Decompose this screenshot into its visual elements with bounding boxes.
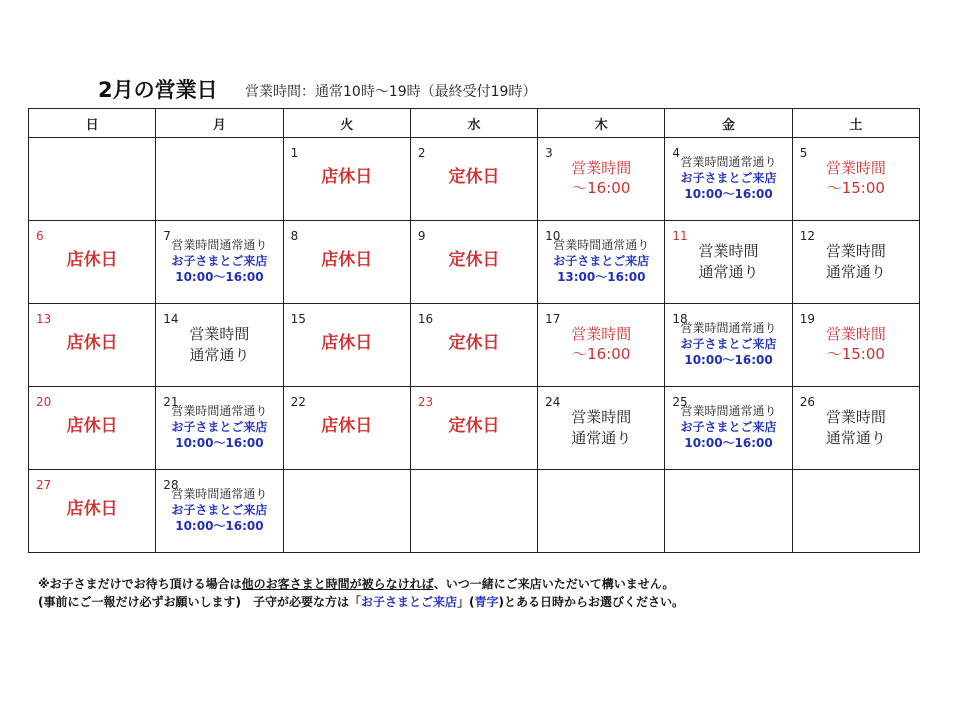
hours-label: 営業時間 [825,408,886,426]
calendar-day-cell [538,221,665,304]
day-content [156,324,282,382]
kids-visit-label: お子さまとご来店 [680,171,777,185]
day-content [538,238,664,299]
day-number: 17 [545,312,561,326]
day-number: 25 [672,395,688,409]
calendar-day-cell [410,221,537,304]
weekday-friday: 金 [665,109,792,138]
day-number: 22 [290,395,306,409]
day-content [793,324,919,382]
calendar-day-cell [156,470,283,553]
calendar-day-cell [283,470,410,553]
calendar-week-row [29,470,920,553]
calendar-week-row [29,221,920,304]
day-number: 23 [417,395,434,409]
calendar-day-cell [156,304,283,387]
hours-value: 〜16:00 [572,179,631,197]
hours-label: 営業時間 [698,242,759,260]
day-content [284,490,410,548]
calendar-day-cell [410,387,537,470]
calendar-day-cell [665,304,792,387]
day-number: 24 [545,395,561,409]
day-content [538,324,664,382]
hours-label: 営業時間 [571,408,632,426]
note-line-1-underlined: 他のお客さまと時間が被らなければ [241,577,434,591]
hours-normal: 通常通り [189,346,250,364]
calendar-day-cell [29,138,156,221]
kids-visit-label: お子さまとご来店 [553,254,650,268]
note-line-2-blue-text: 青字 [474,595,499,609]
calendar-table [28,108,920,553]
day-content [538,158,664,216]
closed-day-label: 定休日 [448,416,500,436]
day-number: 8 [290,229,299,243]
calendar-week-row [29,138,920,221]
hours-normal-note: 営業時間通常通り [680,321,777,335]
day-number: 5 [799,146,808,160]
calendar-week-row [29,304,920,387]
day-content [29,241,155,299]
day-content [284,158,410,216]
calendar-day-cell [665,470,792,553]
calendar-day-cell [156,138,283,221]
day-content [411,490,537,548]
day-content [284,407,410,465]
day-number: 4 [672,146,681,160]
hours-value: 〜15:00 [826,179,885,197]
closed-day-label: 店休日 [321,416,373,436]
kids-visit-hours: 10:00〜16:00 [684,353,773,367]
calendar-day-cell [665,221,792,304]
calendar-day-cell [283,387,410,470]
day-number: 10 [545,229,561,243]
hours-normal-note: 営業時間通常通り [680,155,777,169]
day-number: 15 [290,312,306,326]
day-number: 19 [799,312,815,326]
day-number: 11 [672,229,688,243]
day-number: 14 [163,312,179,326]
hours-label: 営業時間 [189,325,250,343]
hours-normal-note: 営業時間通常通り [171,487,268,501]
day-number: 9 [417,229,426,243]
day-content [665,155,791,216]
note-line-1 [38,575,674,592]
calendar-day-cell [538,470,665,553]
hours-normal: 通常通り [825,429,886,447]
day-content [538,490,664,548]
note-line-2-a: (事前にご一報だけ必ずお願いします) 子守が必要な方は「 [38,595,361,609]
weekday-monday: 月 [156,109,283,138]
note-line-1-a: ※お子さまだけでお待ち頂ける場合は [38,577,242,591]
calendar-day-cell [283,221,410,304]
day-number: 20 [36,395,52,409]
calendar-day-cell [665,138,792,221]
weekday-tuesday: 火 [283,109,410,138]
day-content [156,487,282,548]
day-content [284,324,410,382]
day-number: 13 [36,312,52,326]
weekday-wednesday: 水 [410,109,537,138]
note-line-2-c: )とある日時からお選びください。 [498,595,685,609]
calendar-day-cell [792,470,919,553]
calendar-day-cell [792,304,919,387]
kids-visit-hours: 13:00〜16:00 [557,270,646,284]
day-number: 7 [163,229,171,243]
day-content [665,490,791,548]
day-number: 26 [799,395,815,409]
weekday-header-row [29,109,920,138]
day-number: 18 [672,312,688,326]
business-hours-subtitle: 営業時間：通常10時〜19時（最終受付19時） [245,84,537,100]
closed-day-label: 店休日 [66,333,118,353]
calendar-day-cell [410,304,537,387]
day-content [793,158,919,216]
day-number: 3 [545,146,553,160]
hours-normal: 通常通り [571,429,632,447]
day-content [793,490,919,548]
hours-value: 〜15:00 [826,345,885,363]
day-content [29,407,155,465]
calendar-day-cell [792,138,919,221]
calendar-day-cell [665,387,792,470]
hours-normal-note: 営業時間通常通り [553,238,650,252]
hours-label: 営業時間 [825,325,886,343]
day-content [156,158,282,216]
closed-day-label: 店休日 [321,167,373,187]
day-content [29,158,155,216]
note-line-2-kids-label: お子さまとご来店 [360,595,457,609]
hours-label: 営業時間 [571,159,632,177]
closed-day-label: 店休日 [66,250,118,270]
calendar-day-cell [538,138,665,221]
kids-visit-hours: 10:00〜16:00 [684,436,773,450]
note-line-2 [38,593,684,610]
kids-visit-hours: 10:00〜16:00 [175,519,264,533]
kids-visit-label: お子さまとご来店 [171,420,268,434]
day-content [411,241,537,299]
day-content [411,324,537,382]
calendar-day-cell [538,387,665,470]
day-content [793,407,919,465]
day-content [793,241,919,299]
kids-visit-label: お子さまとご来店 [171,503,268,517]
day-content [29,324,155,382]
hours-normal-note: 営業時間通常通り [171,238,268,252]
calendar-day-cell [156,387,283,470]
hours-normal: 通常通り [698,263,759,281]
day-content [411,158,537,216]
closed-day-label: 店休日 [321,250,373,270]
day-number: 27 [36,478,52,492]
day-number: 28 [163,478,179,492]
hours-label: 営業時間 [825,159,886,177]
kids-visit-hours: 10:00〜16:00 [684,187,773,201]
weekday-thursday: 木 [538,109,665,138]
hours-label: 営業時間 [571,325,632,343]
day-number: 16 [417,312,434,326]
calendar-day-cell [29,221,156,304]
calendar-day-cell [29,470,156,553]
closed-day-label: 店休日 [66,499,118,519]
weekday-saturday: 土 [792,109,919,138]
day-number: 12 [799,229,815,243]
kids-visit-label: お子さまとご来店 [171,254,268,268]
closed-day-label: 定休日 [448,333,500,353]
closed-day-label: 店休日 [66,416,118,436]
kids-visit-label: お子さまとご来店 [680,337,777,351]
calendar-day-cell [283,304,410,387]
closed-day-label: 定休日 [448,250,500,270]
hours-normal-note: 営業時間通常通り [680,404,777,418]
calendar-day-cell [29,387,156,470]
calendar-day-cell [283,138,410,221]
day-content [665,241,791,299]
calendar-day-cell [792,387,919,470]
calendar-body [29,138,920,553]
calendar-week-row [29,387,920,470]
day-content [156,404,282,465]
day-content [156,238,282,299]
day-number: 6 [36,229,44,243]
closed-day-label: 定休日 [448,167,500,187]
day-content [665,404,791,465]
day-number: 1 [290,146,299,160]
kids-visit-hours: 10:00〜16:00 [175,436,264,450]
calendar-day-cell [156,221,283,304]
calendar-day-cell [538,304,665,387]
page-title: 2月の営業日 [98,78,218,102]
hours-normal-note: 営業時間通常通り [171,404,268,418]
note-line-2-b: 」( [457,595,475,609]
day-number: 21 [163,395,179,409]
hours-label: 営業時間 [825,242,886,260]
day-content [538,407,664,465]
day-content [29,490,155,548]
day-content [411,407,537,465]
calendar-day-cell [29,304,156,387]
kids-visit-hours: 10:00〜16:00 [175,270,264,284]
day-content [284,241,410,299]
calendar-day-cell [792,221,919,304]
note-line-1-b: 、いつ一緒にご来店いただいて構いません。 [433,577,675,591]
calendar-day-cell [410,138,537,221]
day-content [665,321,791,382]
weekday-sunday: 日 [29,109,156,138]
calendar-day-cell [410,470,537,553]
closed-day-label: 店休日 [321,333,373,353]
hours-value: 〜16:00 [572,345,631,363]
hours-normal: 通常通り [825,263,886,281]
day-number: 2 [417,146,426,160]
kids-visit-label: お子さまとご来店 [680,420,777,434]
